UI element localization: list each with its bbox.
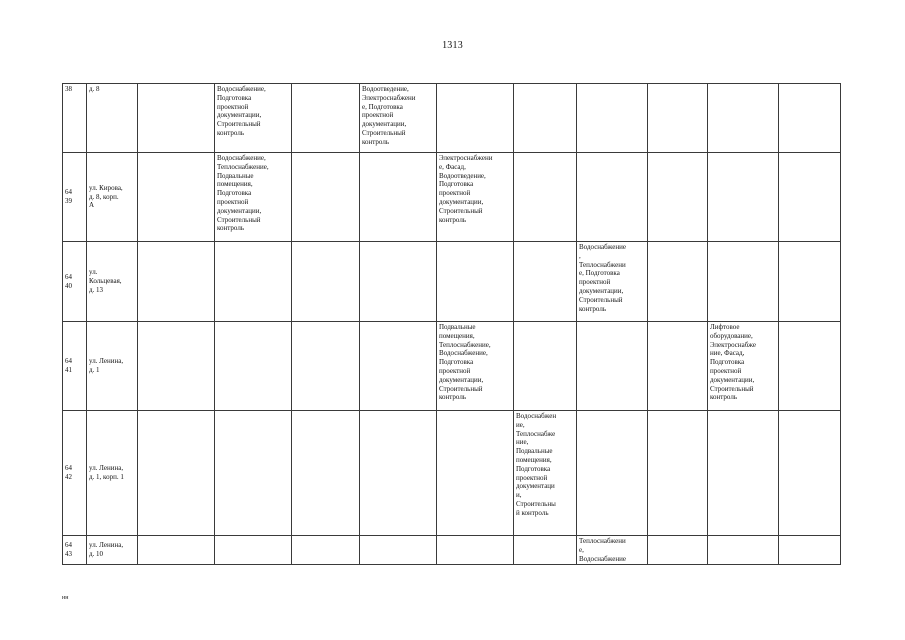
work-cell (360, 536, 437, 565)
row-number-cell (63, 84, 87, 153)
address-cell (87, 322, 138, 411)
address-cell (87, 411, 138, 536)
work-cell (292, 84, 360, 153)
work-cell (514, 536, 577, 565)
footer-mark: нн (62, 595, 69, 601)
work-cell (292, 153, 360, 242)
work-cell (360, 411, 437, 536)
work-cell (648, 536, 708, 565)
work-cell (648, 153, 708, 242)
address-cell (87, 536, 138, 565)
row-number-cell (63, 153, 87, 242)
work-text: Подвальные помещения, Теплоснабжение, Водоснабжение, Подготовка проектной документации, Строительный контроль (439, 323, 491, 402)
address-text: ул. Кирова, д. 8, корп. А (89, 183, 123, 210)
work-cell (437, 411, 514, 536)
work-cell (437, 153, 514, 242)
work-cell (215, 536, 292, 565)
row-number-cell (63, 536, 87, 565)
address-cell (87, 242, 138, 322)
work-cell (292, 242, 360, 322)
page-number: 1313 (442, 40, 463, 51)
address-text: ул. Ленина, д. 1, корп. 1 (89, 464, 124, 481)
row-number: 38 (65, 85, 72, 93)
table-row (63, 153, 841, 242)
work-text: Теплоснабжени е, Водоснабжение (579, 537, 627, 563)
work-cell (138, 242, 215, 322)
work-cell (577, 322, 648, 411)
row-number-cell (63, 322, 87, 411)
table-row (63, 322, 841, 411)
work-cell (708, 536, 779, 565)
row-number: 64 39 (65, 188, 72, 205)
work-cell (437, 84, 514, 153)
work-cell (514, 242, 577, 322)
work-cell (779, 242, 841, 322)
row-number: 64 42 (65, 464, 72, 481)
work-cell (138, 411, 215, 536)
table-row (63, 84, 841, 153)
work-cell (360, 242, 437, 322)
work-cell (138, 153, 215, 242)
work-cell (292, 536, 360, 565)
work-cell (779, 153, 841, 242)
address-text: ул. Ленина, д. 1 (89, 357, 124, 374)
work-cell (360, 84, 437, 153)
work-cell (514, 411, 577, 536)
work-cell (437, 242, 514, 322)
row-number: 64 41 (65, 357, 72, 374)
work-cell (215, 153, 292, 242)
work-text: Водоснабжение, Теплоснабжение, Подвальные помещения, Подготовка проектной документации, Строительный контроль (217, 154, 269, 233)
work-cell (514, 322, 577, 411)
repair-schedule-table (62, 83, 841, 565)
row-number-cell (63, 411, 87, 536)
work-cell (215, 322, 292, 411)
work-cell (779, 322, 841, 411)
row-number-cell (63, 242, 87, 322)
work-cell (577, 242, 648, 322)
work-text: Водоотведение, Электроснабжени е, Подготовка проектной документации, Строительный контроль (362, 85, 416, 146)
work-cell (437, 322, 514, 411)
work-cell (708, 84, 779, 153)
work-cell (138, 536, 215, 565)
address-text: д. 8 (89, 85, 100, 93)
work-text: Лифтовое оборудование, Электроснабже ние, Фасад, Подготовка проектной документации, Строительный контроль (710, 323, 756, 402)
work-cell (708, 411, 779, 536)
work-cell (577, 84, 648, 153)
address-cell (87, 84, 138, 153)
row-number: 64 40 (65, 272, 72, 290)
work-cell (138, 84, 215, 153)
work-cell (360, 322, 437, 411)
work-cell (648, 411, 708, 536)
work-cell (215, 84, 292, 153)
work-cell (360, 153, 437, 242)
address-cell (87, 153, 138, 242)
work-text: Водоснабжение, Подготовка проектной документации, Строительный контроль (217, 85, 266, 137)
work-cell (708, 322, 779, 411)
work-cell (577, 536, 648, 565)
work-cell (577, 153, 648, 242)
work-cell (648, 84, 708, 153)
work-cell (215, 411, 292, 536)
work-cell (779, 84, 841, 153)
work-cell (648, 322, 708, 411)
work-text: Водоснабжение , Теплоснабжени е, Подготовка проектной документации, Строительный контроль (579, 243, 627, 313)
table-row (63, 411, 841, 536)
work-cell (514, 84, 577, 153)
address-text: ул. Кольцевая, д. 13 (89, 268, 122, 294)
work-text: Водоснабжен ие, Теплоснабже ние, Подвальные помещения, Подготовка проектной документаци и, Строительны й контроль (516, 412, 557, 517)
row-number: 64 43 (65, 541, 72, 559)
work-cell (292, 322, 360, 411)
work-cell (708, 153, 779, 242)
work-cell (215, 242, 292, 322)
work-cell (648, 242, 708, 322)
work-cell (779, 536, 841, 565)
table-row (63, 536, 841, 565)
work-cell (437, 536, 514, 565)
address-text: ул. Ленина, д. 10 (89, 541, 124, 559)
work-cell (708, 242, 779, 322)
table-row (63, 242, 841, 322)
work-cell (292, 411, 360, 536)
work-cell (514, 153, 577, 242)
work-text: Электроснабжени е, Фасад, Водоотведение, Подготовка проектной документации, Строительный контроль (439, 154, 493, 224)
work-cell (577, 411, 648, 536)
work-cell (138, 322, 215, 411)
work-cell (779, 411, 841, 536)
